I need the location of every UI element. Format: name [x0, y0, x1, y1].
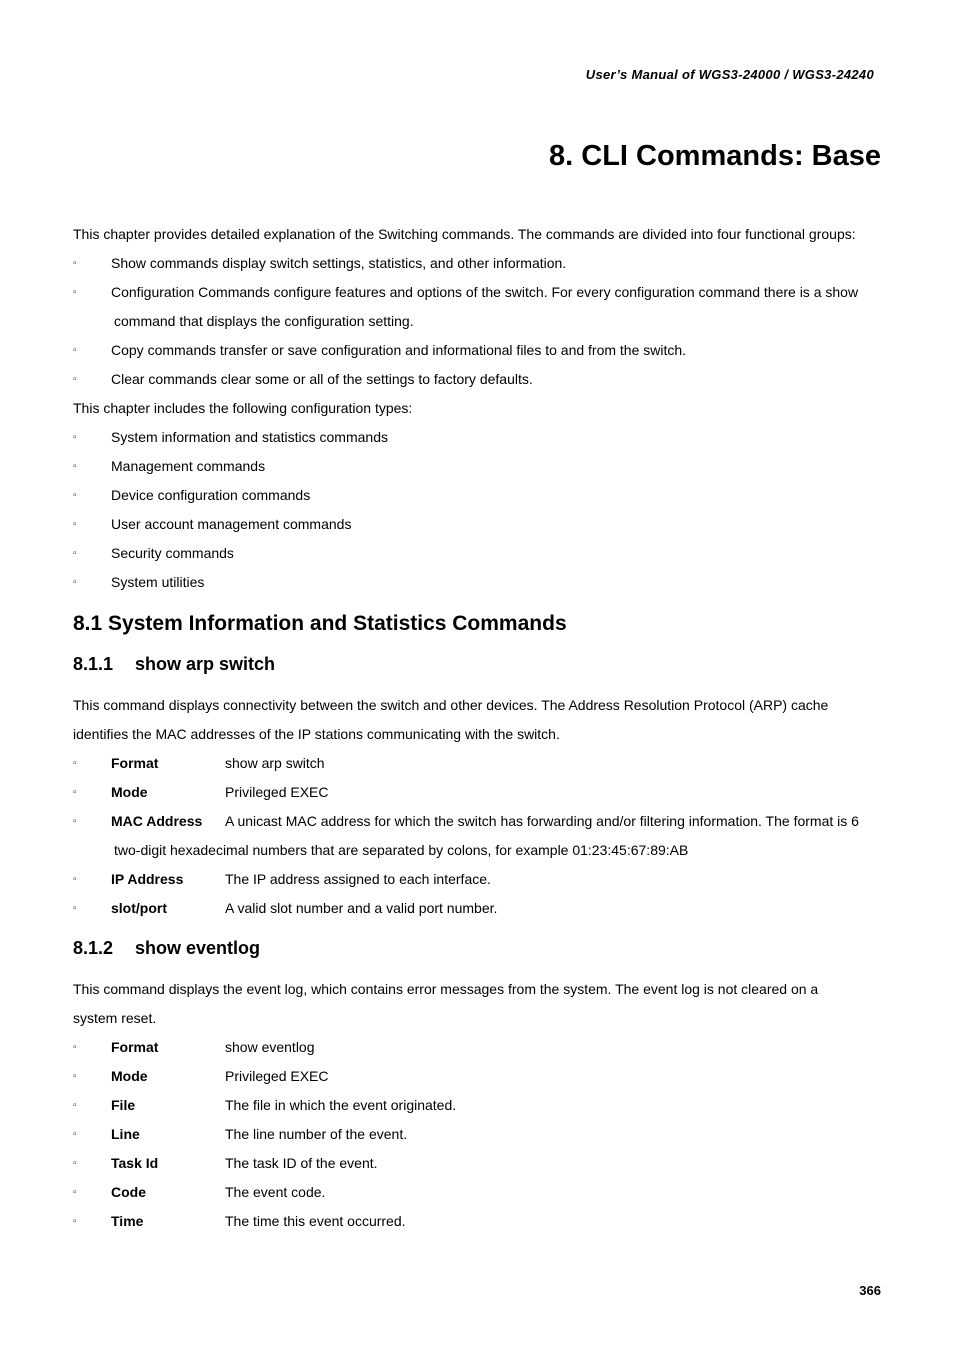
parameter-value: A valid slot number and a valid port number.	[225, 900, 498, 916]
bullet-icon: ▫	[73, 787, 77, 798]
parameter-item	[73, 807, 883, 836]
parameter-item	[73, 894, 883, 923]
parameter-key: Line	[111, 1126, 140, 1142]
parameter-key: File	[111, 1097, 136, 1113]
parameter-value: The file in which the event originated.	[225, 1097, 457, 1113]
section-title: show arp switch	[135, 654, 276, 674]
parameter-item	[73, 1149, 883, 1178]
list-item-text: Copy commands transfer or save configuration and informational files to and from the switch.	[111, 342, 687, 358]
chapter-title: 8. CLI Commands: Base	[549, 140, 881, 172]
list-item-text: Management commands	[111, 458, 266, 474]
parameter-value: The line number of the event.	[225, 1126, 408, 1142]
parameter-item	[73, 865, 883, 894]
list-item	[73, 249, 883, 278]
parameter-key: IP Address	[111, 871, 184, 887]
section-number: 8.1.2	[73, 938, 114, 958]
parameter-item	[73, 1178, 883, 1207]
bullet-icon: ▫	[73, 1071, 77, 1082]
parameter-value: The IP address assigned to each interface.	[225, 871, 491, 887]
bullet-icon: ▫	[73, 1187, 77, 1198]
section-heading-8-1: 8.1 System Information and Statistics Commands	[73, 612, 567, 635]
parameter-key: Mode	[111, 1068, 148, 1084]
bullet-icon: ▫	[73, 1042, 77, 1053]
parameter-key: Format	[111, 755, 159, 771]
bullet-icon: ▫	[73, 519, 77, 530]
bullet-icon: ▫	[73, 874, 77, 885]
section-description: This command displays connectivity between the switch and other devices. The Address Resolution Protocol (ARP) cache	[73, 697, 829, 713]
list-item-text: User account management commands	[111, 516, 352, 532]
parameter-value: show eventlog	[225, 1039, 315, 1055]
list-item	[73, 452, 883, 481]
bullet-icon: ▫	[73, 548, 77, 559]
bullet-icon: ▫	[73, 461, 77, 472]
bullet-icon: ▫	[73, 1129, 77, 1140]
parameter-key: Format	[111, 1039, 159, 1055]
section-number: 8.1.1	[73, 654, 114, 674]
parameter-value-continuation: two-digit hexadecimal numbers that are separated by colons, for example 01:23:45:67:89:AB	[114, 842, 689, 858]
parameter-item	[73, 1062, 883, 1091]
intro-paragraph: This chapter provides detailed explanation of the Switching commands. The commands are divided into four functional groups:	[73, 226, 856, 242]
page-content	[73, 220, 883, 1236]
parameter-value: Privileged EXEC	[225, 784, 329, 800]
parameter-value: A unicast MAC address for which the switch has forwarding and/or filtering information. The format is 6	[225, 813, 859, 829]
page-number: 366	[859, 1283, 881, 1298]
parameter-item	[73, 778, 883, 807]
list-item-text: System utilities	[111, 574, 205, 590]
running-header: User’s Manual of WGS3-24000 / WGS3-24240	[585, 67, 874, 82]
bullet-icon: ▫	[73, 903, 77, 914]
parameter-item	[73, 1207, 883, 1236]
list-item-text: Device configuration commands	[111, 487, 311, 503]
list-item	[73, 423, 883, 452]
section-description: This command displays the event log, which contains error messages from the system. The event log is not cleared on a	[73, 981, 819, 997]
bullet-icon: ▫	[73, 432, 77, 443]
parameter-value: show arp switch	[225, 755, 325, 771]
parameter-item	[73, 749, 883, 778]
list-item-text: System information and statistics commands	[111, 429, 388, 445]
bullet-icon: ▫	[73, 258, 77, 269]
bullet-icon: ▫	[73, 1216, 77, 1227]
section-heading-8-1-1	[73, 649, 883, 679]
parameter-key: slot/port	[111, 900, 167, 916]
parameter-item	[73, 1091, 883, 1120]
parameter-value: The time this event occurred.	[225, 1213, 406, 1229]
list-item-text: Clear commands clear some or all of the settings to factory defaults.	[111, 371, 533, 387]
parameter-value: Privileged EXEC	[225, 1068, 329, 1084]
bullet-icon: ▫	[73, 577, 77, 588]
bullet-icon: ▫	[73, 1158, 77, 1169]
list-item-continuation: command that displays the configuration setting.	[114, 313, 414, 329]
bullet-icon: ▫	[73, 816, 77, 827]
types-intro: This chapter includes the following configuration types:	[73, 400, 413, 416]
list-item	[73, 278, 883, 307]
section-heading-8-1-2	[73, 933, 883, 963]
section-description: system reset.	[73, 1010, 157, 1026]
parameter-key: MAC Address	[111, 813, 203, 829]
parameter-key: Mode	[111, 784, 148, 800]
list-item	[73, 568, 883, 597]
parameter-value: The task ID of the event.	[225, 1155, 378, 1171]
parameter-value: The event code.	[225, 1184, 326, 1200]
parameter-key: Code	[111, 1184, 146, 1200]
list-item-text: Security commands	[111, 545, 234, 561]
bullet-icon: ▫	[73, 374, 77, 385]
list-item	[73, 510, 883, 539]
section-description: identifies the MAC addresses of the IP stations communicating with the switch.	[73, 726, 560, 742]
parameter-item	[73, 1120, 883, 1149]
list-item-text: Configuration Commands configure features and options of the switch. For every configuration command there is a show	[111, 284, 859, 300]
list-item	[73, 539, 883, 568]
list-item-text: Show commands display switch settings, statistics, and other information.	[111, 255, 567, 271]
bullet-icon: ▫	[73, 345, 77, 356]
list-item	[73, 481, 883, 510]
bullet-icon: ▫	[73, 1100, 77, 1111]
parameter-item	[73, 1033, 883, 1062]
bullet-icon: ▫	[73, 490, 77, 501]
parameter-key: Time	[111, 1213, 144, 1229]
list-item	[73, 336, 883, 365]
list-item	[73, 365, 883, 394]
bullet-icon: ▫	[73, 287, 77, 298]
parameter-key: Task Id	[111, 1155, 159, 1171]
bullet-icon: ▫	[73, 758, 77, 769]
section-title: show eventlog	[135, 938, 261, 958]
